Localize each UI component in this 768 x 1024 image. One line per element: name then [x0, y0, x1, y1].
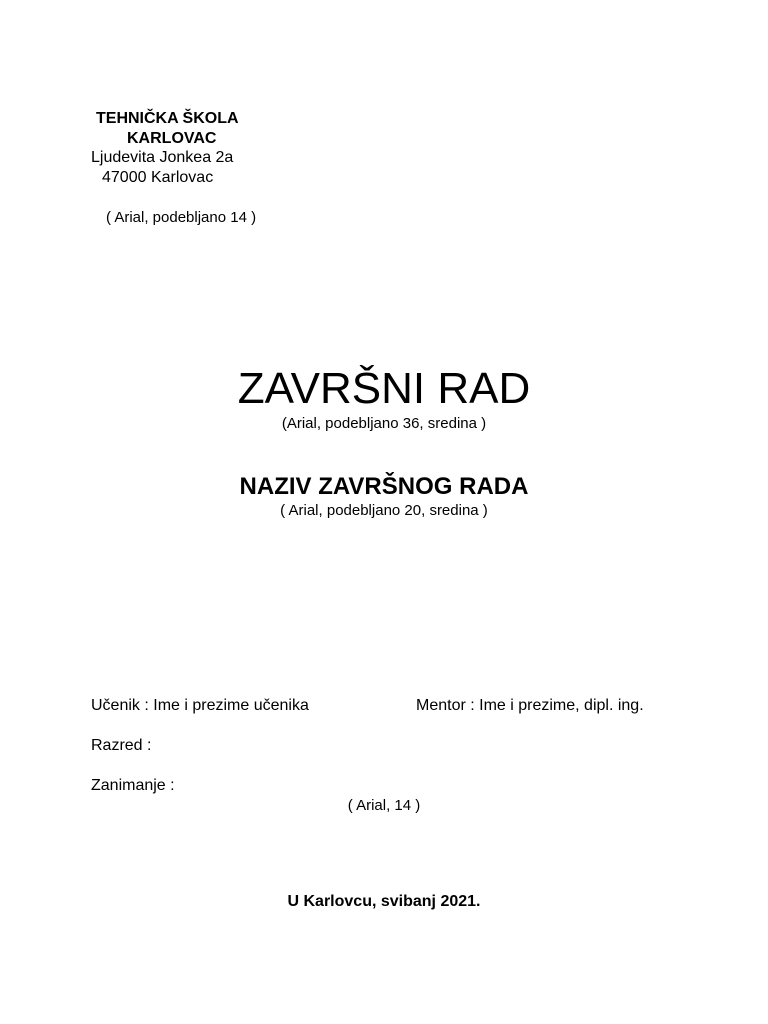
header-font-note: ( Arial, podebljano 14 ) — [106, 209, 257, 226]
document-title: ZAVRŠNI RAD — [237, 364, 531, 413]
place-date: U Karlovcu, svibanj 2021. — [287, 893, 481, 910]
class-field: Razred : — [91, 737, 152, 754]
thesis-name-font-note: ( Arial, podebljano 20, sredina ) — [280, 502, 488, 519]
school-address-city: 47000 Karlovac — [102, 169, 214, 186]
thesis-name: NAZIV ZAVRŠNOG RADA — [239, 473, 529, 500]
student-field: Učenik : Ime i prezime učenika — [91, 697, 309, 714]
school-name-line2: KARLOVAC — [127, 130, 217, 147]
occupation-field: Zanimanje : — [91, 777, 175, 794]
title-font-note: (Arial, podebljano 36, sredina ) — [281, 415, 487, 432]
mentor-field: Mentor : Ime i prezime, dipl. ing. — [416, 697, 644, 714]
details-font-note: ( Arial, 14 ) — [347, 797, 421, 814]
school-name-line1: TEHNIČKA ŠKOLA — [96, 110, 239, 127]
school-address-street: Ljudevita Jonkea 2a — [91, 149, 234, 166]
